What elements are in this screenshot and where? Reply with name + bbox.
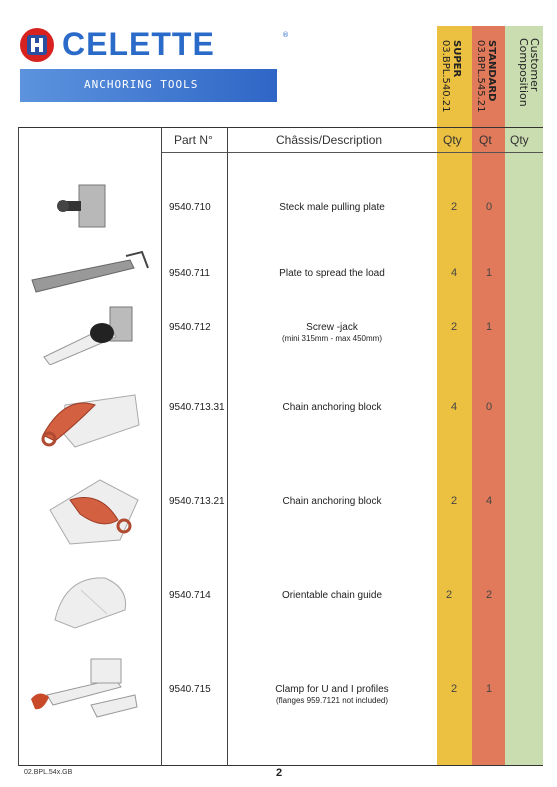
image-col-rule	[161, 127, 162, 766]
qty-standard: 2	[485, 589, 493, 601]
qty-super: 2	[450, 201, 458, 213]
screw-jack-image	[40, 305, 140, 369]
header-qty-super: Qty	[443, 133, 462, 147]
document-code: 02.BPL.54x.GB	[24, 769, 73, 776]
standard-code: 03.BPL.545.21	[475, 40, 486, 113]
part-number: 9540.715	[169, 684, 211, 695]
brand-name: CELETTE	[62, 26, 215, 62]
qty-super: 2	[450, 321, 458, 333]
logo-emblem-icon	[20, 28, 54, 62]
qty-standard: 1	[485, 683, 493, 695]
description-sub: (flanges 959.7121 not included)	[275, 696, 389, 705]
description-main: Screw -jack	[306, 322, 358, 333]
part-number: 9540.714	[169, 590, 211, 601]
customer-header	[510, 38, 540, 118]
description-sub: (mini 315mm - max 450mm)	[281, 334, 382, 343]
super-label: SUPER	[451, 40, 462, 78]
chain-guide-image	[45, 570, 135, 636]
part-number: 9540.713.31	[169, 402, 225, 413]
load-plate-image	[30, 250, 150, 304]
header-part-number: Part N°	[174, 133, 213, 147]
pulling-plate-image	[55, 183, 115, 235]
qty-super: 2	[445, 589, 453, 601]
qty-super: 4	[450, 401, 458, 413]
customer-label: Customer Composition	[517, 38, 541, 107]
section-banner	[20, 69, 277, 102]
super-header	[440, 40, 462, 113]
part-number: 9540.712	[169, 322, 211, 333]
qty-standard: 4	[485, 495, 493, 507]
qty-super: 2	[450, 683, 458, 695]
table-top-rule	[18, 127, 543, 128]
header-qty-customer: Qty	[510, 133, 529, 147]
description	[228, 322, 436, 343]
header-rule	[161, 152, 543, 153]
part-col-rule	[227, 127, 228, 766]
part-number: 9540.713.21	[169, 496, 225, 507]
registered-mark: ®	[282, 31, 289, 39]
header-description: Châssis/Description	[276, 133, 383, 147]
super-code: 03.BPL.540.21	[440, 40, 451, 113]
header-qty-standard: Qt	[479, 133, 492, 147]
banner-title: ANCHORING TOOLS	[84, 78, 199, 91]
qty-super: 2	[450, 495, 458, 507]
chain-block-2-image	[40, 470, 140, 554]
chain-block-image	[35, 385, 145, 459]
description: Chain anchoring block	[282, 402, 382, 413]
description-main: Clamp for U and I profiles	[275, 684, 389, 695]
clamp-image	[25, 655, 145, 731]
qty-standard: 0	[485, 401, 493, 413]
standard-header	[475, 40, 497, 113]
description: Chain anchoring block	[282, 496, 382, 507]
celette-logo	[20, 28, 290, 64]
table-bottom-rule	[18, 765, 543, 766]
page-number: 2	[276, 767, 283, 779]
standard-label: STANDARD	[486, 40, 497, 102]
qty-standard: 1	[485, 267, 493, 279]
description: Plate to spread the load	[279, 268, 385, 279]
description: Steck male pulling plate	[279, 202, 385, 213]
part-number: 9540.711	[169, 268, 210, 279]
qty-standard: 1	[485, 321, 493, 333]
qty-standard: 0	[485, 201, 493, 213]
table-left-rule	[18, 127, 19, 766]
description: Orientable chain guide	[281, 590, 383, 601]
description	[228, 684, 436, 705]
qty-super: 4	[450, 267, 458, 279]
part-number: 9540.710	[169, 202, 211, 213]
